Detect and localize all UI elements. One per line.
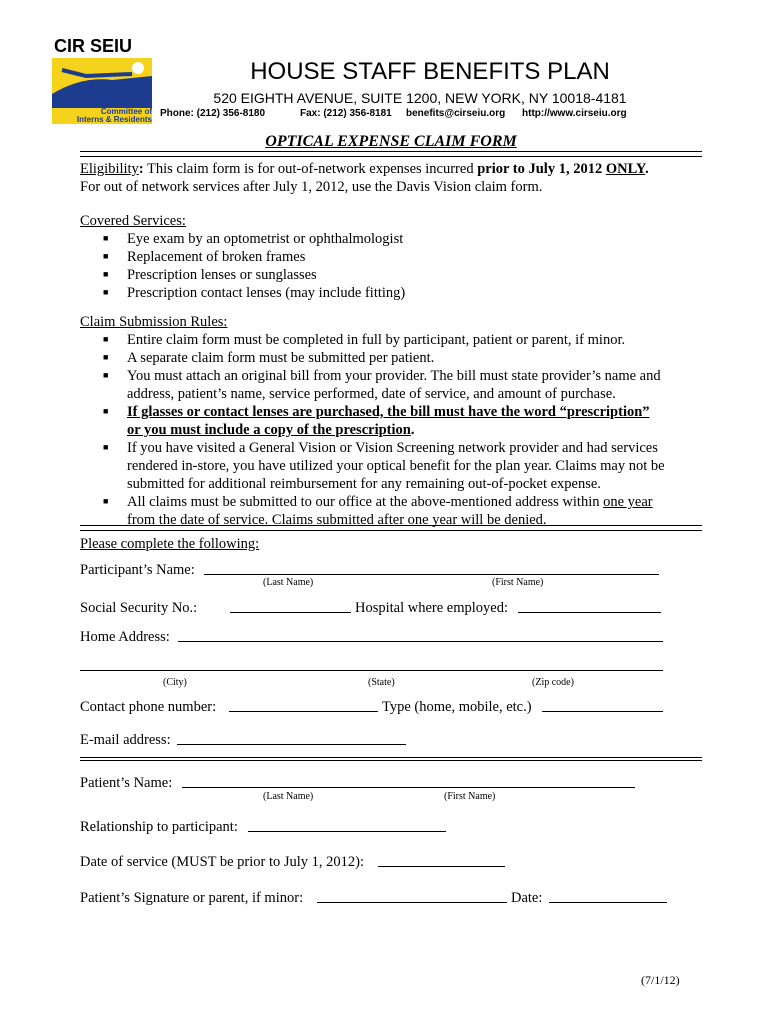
- rule-4-line2: or you must include a copy of the prescription.: [127, 422, 415, 438]
- bullet-icon: ■: [103, 269, 109, 279]
- covered-item: Prescription lenses or sunglasses: [127, 267, 317, 283]
- contact-phone-label: Contact phone number:: [80, 699, 217, 715]
- bullet-icon: ■: [103, 442, 109, 452]
- eligibility-label: Eligibility: [80, 161, 139, 177]
- form-title: OPTICAL EXPENSE CLAIM FORM: [265, 133, 517, 150]
- rule-1: Entire claim form must be completed in full by participant, patient or parent, if minor.: [127, 332, 626, 348]
- zip-caption: (Zip code): [532, 677, 574, 688]
- ssn-label: Social Security No.:: [80, 600, 198, 616]
- relationship-label: Relationship to participant:: [80, 819, 238, 835]
- email-label: E-mail address:: [80, 732, 171, 748]
- bullet-icon: ■: [103, 287, 109, 297]
- logo-brand: CIR SEIU: [54, 36, 133, 56]
- date-of-service-field[interactable]: [378, 866, 505, 867]
- patient-name-field[interactable]: [182, 787, 635, 788]
- signature-label: Patient’s Signature or parent, if minor:: [80, 890, 304, 906]
- rule-5-line1: If you have visited a General Vision or Vision Screening network provider and had services: [127, 440, 658, 456]
- title-rule: [80, 151, 702, 157]
- plan-title: HOUSE STAFF BENEFITS PLAN: [250, 58, 610, 85]
- bullet-icon: ■: [103, 233, 109, 243]
- hospital-field[interactable]: [518, 612, 661, 613]
- covered-item: Replacement of broken frames: [127, 249, 306, 265]
- first-name-caption: (First Name): [492, 577, 544, 588]
- state-caption: (State): [368, 677, 395, 688]
- rule-2: A separate claim form must be submitted per patient.: [127, 350, 435, 366]
- rule-3-line2: address, patient’s name, service performed, date of service, and amount of purchase.: [127, 386, 616, 402]
- plan-website[interactable]: http://www.cirseiu.org: [522, 108, 627, 119]
- ssn-field[interactable]: [230, 612, 351, 613]
- rule-5-line3: submitted for additional reimbursement for any remaining out-of-pocket expense.: [127, 476, 601, 492]
- rule-6-line2: from the date of service. Claims submitted after one year will be denied.: [127, 512, 547, 528]
- participant-name-label: Participant’s Name:: [80, 562, 195, 578]
- eligibility-line1: Eligibility: This claim form is for out-of-network expenses incurred prior to July 1, 2012 ONLY.: [80, 161, 649, 177]
- last-name-caption: (Last Name): [263, 577, 314, 588]
- rule-6-line1: All claims must be submitted to our office at the above-mentioned address within one year: [127, 494, 653, 510]
- logo-sub1: Committee of: [100, 107, 152, 116]
- rules-heading: Claim Submission Rules:: [80, 314, 228, 330]
- home-address-field[interactable]: [178, 641, 663, 642]
- form-version: (7/1/12): [641, 973, 680, 987]
- participant-name-field[interactable]: [204, 574, 659, 575]
- bullet-icon: ■: [103, 370, 109, 380]
- patient-rule: [80, 757, 702, 761]
- bullet-icon: ■: [103, 251, 109, 261]
- date-field[interactable]: [549, 902, 667, 903]
- plan-email[interactable]: benefits@cirseiu.org: [406, 108, 506, 119]
- rule-4-line1: If glasses or contact lenses are purchased, the bill must have the word “prescription”: [127, 404, 650, 420]
- plan-phone: Phone: (212) 356-8180: [160, 108, 266, 119]
- city-caption: (City): [163, 677, 187, 688]
- patient-first-name-caption: (First Name): [444, 791, 496, 802]
- rule-3-line1: You must attach an original bill from your provider. The bill must state provider’s name and: [127, 368, 661, 384]
- signature-field[interactable]: [317, 902, 507, 903]
- bullet-icon: ■: [103, 334, 109, 344]
- patient-last-name-caption: (Last Name): [263, 791, 314, 802]
- hospital-label: Hospital where employed:: [355, 600, 509, 616]
- covered-heading: Covered Services:: [80, 213, 186, 229]
- date-label: Date:: [511, 890, 543, 906]
- covered-item: Prescription contact lenses (may include fitting): [127, 285, 406, 301]
- plan-fax: Fax: (212) 356-8181: [300, 108, 392, 119]
- patient-name-label: Patient’s Name:: [80, 775, 173, 791]
- bullet-icon: ■: [103, 496, 109, 506]
- city-state-zip-field[interactable]: [80, 670, 663, 671]
- plan-address: 520 EIGHTH AVENUE, SUITE 1200, NEW YORK, NY 10018-4181: [213, 90, 627, 106]
- bullet-icon: ■: [103, 352, 109, 362]
- home-address-label: Home Address:: [80, 629, 170, 645]
- date-of-service-label: Date of service (MUST be prior to July 1, 2012):: [80, 854, 365, 870]
- bullet-icon: ■: [103, 406, 109, 416]
- covered-item: Eye exam by an optometrist or ophthalmologist: [127, 231, 404, 247]
- email-field[interactable]: [177, 744, 406, 745]
- cir-seiu-logo: [52, 36, 152, 124]
- form-intro: Please complete the following:: [80, 536, 260, 552]
- rule-5-line2: rendered in-store, you have utilized your optical benefit for the plan year. Claims may not be: [127, 458, 665, 474]
- eligibility-line2: For out of network services after July 1, 2012, use the Davis Vision claim form.: [80, 179, 543, 195]
- phone-type-field[interactable]: [542, 711, 663, 712]
- logo-sub2: Interns & Residents: [76, 115, 152, 124]
- relationship-field[interactable]: [248, 831, 446, 832]
- contact-phone-field[interactable]: [229, 711, 378, 712]
- section-rule: [80, 525, 702, 531]
- phone-type-label: Type (home, mobile, etc.): [382, 699, 532, 715]
